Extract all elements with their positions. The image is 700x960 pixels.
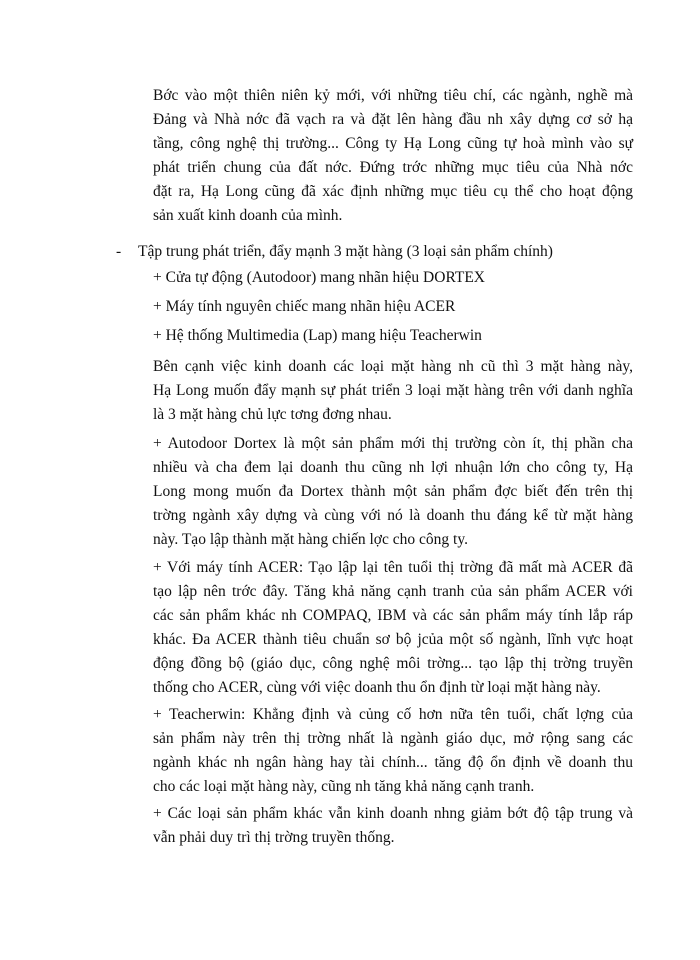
- text-line: động đồng bộ (giáo dục, công nghệ môi trờng... tạo lập thị trờng truyền: [153, 655, 633, 672]
- acer-paragraph: [153, 556, 633, 700]
- text-line: đặt ra, Hạ Long cũng đã xác định những mục tiêu cụ thể cho hoạt động: [153, 183, 633, 200]
- text-line: nhiều và cha đem lại doanh thu cũng nh lợi nhuận lớn cho công ty, Hạ: [153, 459, 633, 476]
- besides-paragraph: [153, 355, 633, 427]
- text-line: trờng ngành xây dựng và cùng với nó là doanh thu đáng kể từ mặt hàng: [153, 507, 633, 524]
- text-line: Long mong muốn đa Dortex thành một sản phẩm đợc biết đến trên thị: [153, 483, 633, 500]
- product-item-dortex: + Cửa tự động (Autodoor) mang nhãn hiệu DORTEX: [153, 269, 485, 286]
- text-line: sản phẩm này trên thị trờng nhất là ngành giáo dục, mở rộng sang các: [153, 730, 633, 747]
- text-line: là 3 mặt hàng chủ lực tơng đơng nhau.: [153, 406, 392, 423]
- text-line: ngành khác nh ngân hàng hay tài chính... tăng độ ổn định về doanh thu: [153, 754, 633, 771]
- text-line: Hạ Long muốn đẩy mạnh sự phát triển 3 loại mặt hàng trên với danh nghĩa: [153, 382, 633, 399]
- text-line: các sản phẩm khác nh COMPAQ, IBM và các sản phẩm máy tính lắp ráp: [153, 607, 633, 624]
- text-line: + Với máy tính ACER: Tạo lập lại tên tuổi thị trờng đã mất mà ACER đã: [153, 559, 633, 576]
- text-line: tầng, công nghệ thị trường... Công ty Hạ Long cũng tự hoà mình vào sự: [153, 135, 633, 152]
- text-line: vẫn phải duy trì thị trờng truyền thống.: [153, 829, 395, 846]
- text-line: + Autodoor Dortex là một sản phẩm mới thị trường còn ít, thị phần cha: [153, 435, 633, 452]
- text-line: thống cho ACER, cùng với việc doanh thu ổn định từ loại mặt hàng này.: [153, 679, 601, 696]
- teacherwin-paragraph: [153, 703, 633, 799]
- text-line: + Teacherwin: Khẳng định và củng cố hơn nữa tên tuổi, chất lợng của: [153, 706, 633, 723]
- text-line: sản xuất kinh doanh của mình.: [153, 207, 343, 224]
- bullet-item: [116, 240, 553, 264]
- autodoor-paragraph: [153, 432, 633, 552]
- others-paragraph: [153, 802, 633, 850]
- text-line: khác. Đa ACER thành tiêu chuẩn sơ bộ jcủa một số ngành, lĩnh vực hoạt: [153, 631, 633, 648]
- text-line: này. Tạo lập thành mặt hàng chiến lợc cho công ty.: [153, 531, 468, 548]
- text-line: tạo lập nên trớc đây. Tăng khả năng cạnh tranh của sản phẩm ACER với: [153, 583, 633, 600]
- product-item-acer: + Máy tính nguyên chiếc mang nhãn hiệu ACER: [153, 298, 456, 315]
- bullet-mark: -: [116, 243, 122, 260]
- text-line: phát triển chung của đất nớc. Đứng trớc những mục tiêu của Nhà nớc: [153, 159, 633, 176]
- text-line: Bớc vào một thiên niên kỷ mới, với những tiêu chí, các ngành, nghề mà: [153, 87, 633, 104]
- text-line: + Các loại sản phẩm khác vẫn kinh doanh nhng giảm bớt độ tập trung và: [153, 805, 633, 822]
- text-line: Đảng và Nhà nớc đã vạch ra và đặt lên hàng đầu nh xây dựng cơ sở hạ: [153, 111, 633, 128]
- text-line: Bên cạnh việc kinh doanh các loại mặt hàng nh cũ thì 3 mặt hàng này,: [153, 358, 633, 375]
- intro-paragraph: [153, 84, 633, 228]
- product-item-teacherwin: + Hệ thống Multimedia (Lap) mang hiệu Teacherwin: [153, 327, 482, 344]
- text-line: cho các loại mặt hàng này, cũng nh tăng khả năng cạnh tranh.: [153, 778, 535, 795]
- bullet-text: Tập trung phát triển, đẩy mạnh 3 mặt hàng (3 loại sản phẩm chính): [138, 243, 553, 260]
